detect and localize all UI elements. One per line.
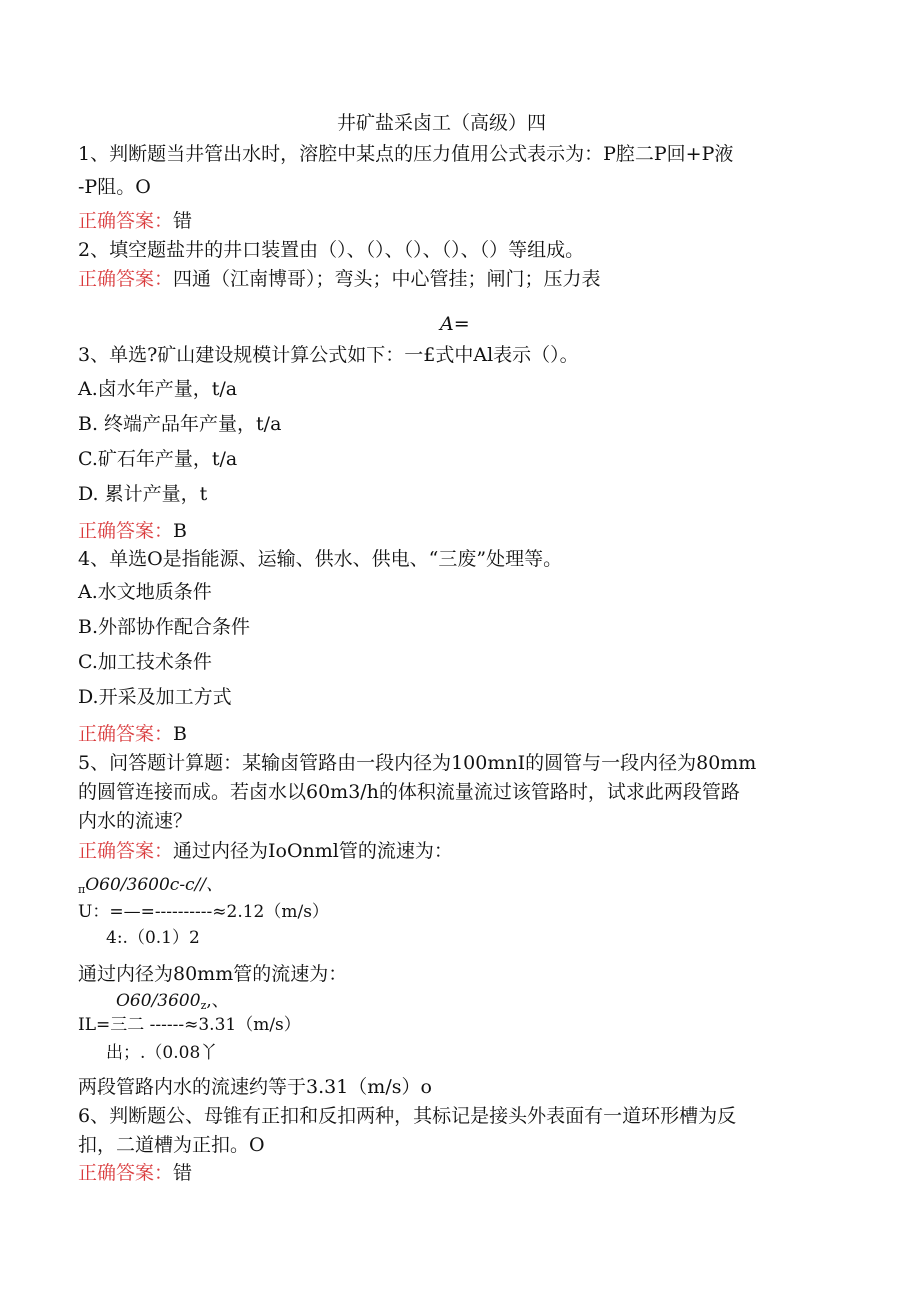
- answer-label: 正确答案：: [78, 1162, 174, 1184]
- answer-label: 正确答案：: [78, 268, 174, 290]
- answer-value: 错: [173, 1162, 193, 1184]
- question-3-answer: [78, 518, 187, 544]
- answer-label: 正确答案：: [78, 520, 174, 542]
- question-6-text: 6、判断题公、母锥有正扣和反扣两种，其标记是接头外表面有一道环形槽为反: [78, 1105, 737, 1127]
- question-1-text: 1、判断题当井管出水时，溶腔中某点的压力值用公式表示为：P腔二P回+P液: [78, 143, 734, 165]
- question-5-conclusion: 两段管路内水的流速约等于3.31（m∕s）o: [78, 1076, 432, 1098]
- answer-label: 正确答案：: [78, 210, 174, 232]
- answer-value: 错: [173, 210, 193, 232]
- calc-2-subscript: z: [200, 999, 207, 1012]
- question-5-text: 5、问答题计算题：某输卤管路由一段内径为100mnI的圆管与一段内径为80mm: [78, 752, 757, 774]
- question-5-text-cont: 的圆管连接而成。若卤水以60m3∕h的体积流量流过该管路时，试求此两段管路: [78, 781, 740, 803]
- question-4-option-c: C.加工技术条件: [78, 651, 212, 673]
- answer-value: B: [173, 520, 187, 542]
- calc-2-intro: 通过内径为80mm管的流速为：: [78, 963, 348, 985]
- question-6-answer: [78, 1160, 192, 1186]
- page-title: 井矿盐采卤工（高级）四: [337, 112, 547, 134]
- question-3-text: 3、单选?矿山建设规模计算公式如下：一£式中Al表示（）。: [78, 344, 579, 366]
- question-5-answer: [78, 838, 453, 864]
- question-1-answer: [78, 208, 192, 234]
- question-4-text: 4、单选O是指能源、运输、供水、供电、“三废”处理等。: [78, 548, 563, 570]
- question-2-answer: [78, 266, 601, 292]
- question-2-text: 2、填空题盐井的井口装置由（）、（）、（）、（）、（）等组成。: [78, 239, 585, 261]
- pi-symbol: π: [78, 883, 86, 896]
- question-3-option-d: D. 累计产量，t: [78, 483, 208, 505]
- calc-1-numerator-text: O60/3600c-c//、: [85, 875, 224, 895]
- question-1-text-cont: -P阻。O: [78, 176, 151, 198]
- answer-value: 四通（江南博哥）；弯头；中心管挂；闸门；压力表: [173, 268, 601, 290]
- answer-value: 通过内径为IoOnml管的流速为：: [173, 840, 453, 862]
- question-3-option-c: C.矿石年产量，t/a: [78, 448, 238, 470]
- formula-a: A=: [440, 313, 470, 335]
- answer-value: B: [173, 723, 187, 745]
- question-4-option-a: A.水文地质条件: [78, 581, 212, 603]
- answer-label: 正确答案：: [78, 840, 174, 862]
- calc-2-denominator: 出；.（0.08丫: [106, 1043, 218, 1063]
- question-3-option-a: A.卤水年产量，t/a: [78, 378, 238, 400]
- calc-1-denominator: 4:.（0.1）2: [106, 928, 200, 948]
- question-4-answer: [78, 721, 187, 747]
- question-4-option-b: B.外部协作配合条件: [78, 616, 251, 638]
- question-6-text-cont: 扣，二道槽为正扣。O: [78, 1134, 265, 1156]
- question-4-option-d: D.开采及加工方式: [78, 686, 232, 708]
- question-3-option-b: B. 终端产品年产量，t/a: [78, 413, 282, 435]
- calc-2-equation: IL=三二 ------≈3.31（m∕s）: [78, 1015, 301, 1035]
- calc-2-numerator-tail: ,、: [206, 991, 229, 1011]
- answer-label: 正确答案：: [78, 723, 174, 745]
- calc-1-equation: U：=—=----------≈2.12（m∕s）: [78, 902, 329, 922]
- question-5-text-cont2: 内水的流速？: [78, 810, 193, 832]
- calc-2-numerator-text: O60/3600: [116, 991, 201, 1011]
